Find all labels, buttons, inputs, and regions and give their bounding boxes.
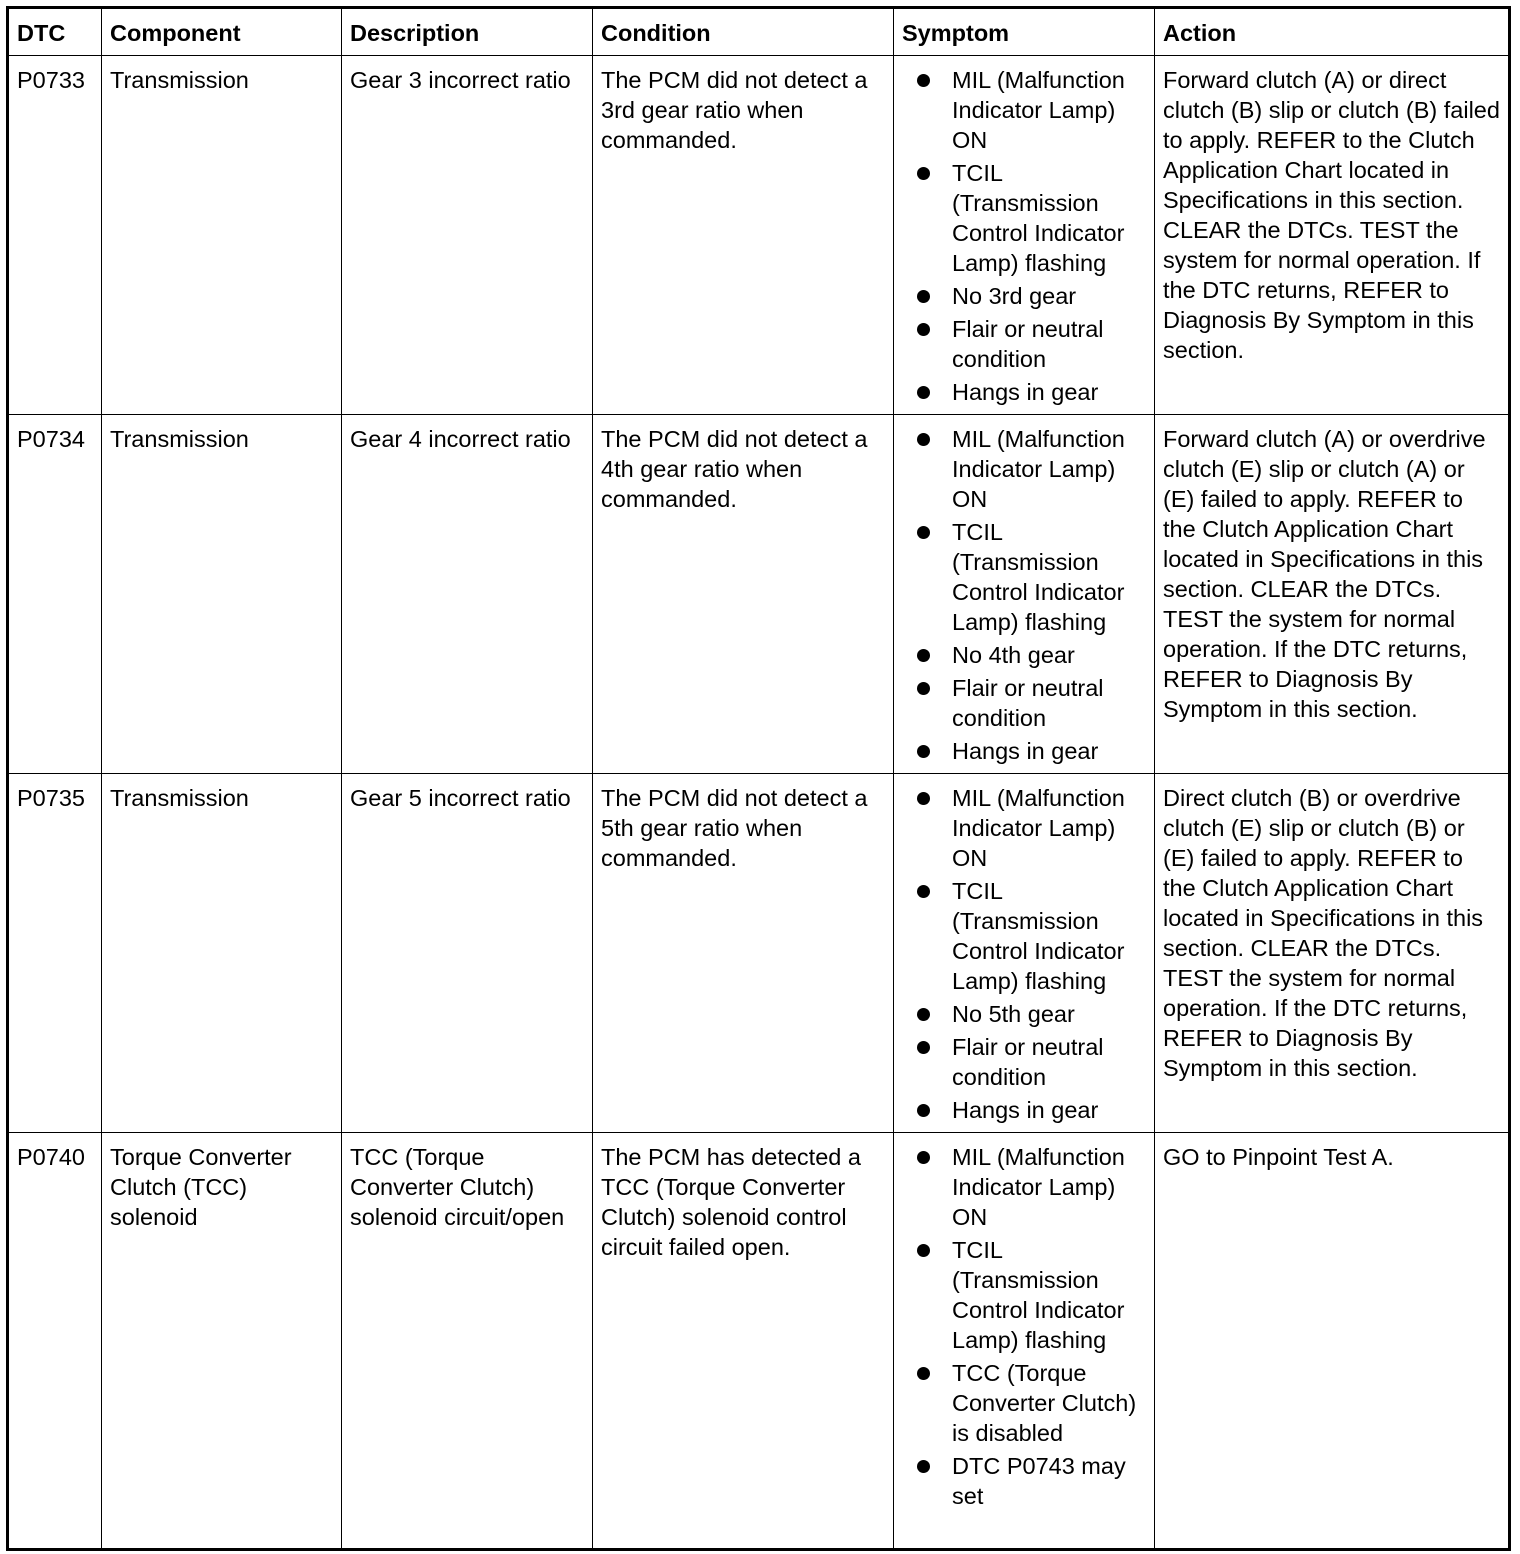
header-condition: Condition — [593, 8, 894, 56]
bullet-icon — [917, 433, 930, 446]
symptom-list — [902, 65, 1146, 407]
bullet-icon — [917, 885, 930, 898]
condition-cell: The PCM did not detect a 5th gear ratio when commanded. — [593, 774, 894, 1133]
symptom-text: Flair or neutral condition — [952, 1034, 1104, 1090]
symptom-item — [952, 517, 1146, 637]
bullet-icon — [917, 1460, 930, 1473]
symptom-item — [952, 673, 1146, 733]
symptom-item — [952, 1142, 1146, 1232]
symptom-text: MIL (Malfunction Indicator Lamp) ON — [952, 67, 1125, 153]
table-row — [8, 774, 1510, 1133]
bullet-icon — [917, 386, 930, 399]
symptom-item — [952, 736, 1146, 766]
symptom-text: No 5th gear — [952, 1001, 1075, 1027]
bullet-icon — [917, 290, 930, 303]
symptom-text: Flair or neutral condition — [952, 316, 1104, 372]
symptom-list — [902, 783, 1146, 1125]
symptom-text: TCIL (Transmission Control Indicator Lamp) flashing — [952, 519, 1125, 635]
condition-cell: The PCM did not detect a 3rd gear ratio when commanded. — [593, 56, 894, 415]
header-description: Description — [342, 8, 593, 56]
description-cell: Gear 4 incorrect ratio — [342, 415, 593, 774]
dtc-code: P0740 — [8, 1133, 102, 1550]
symptom-item — [952, 999, 1146, 1029]
dtc-table — [6, 6, 1511, 1551]
symptom-cell — [894, 56, 1155, 415]
condition-cell: The PCM has detected a TCC (Torque Converter Clutch) solenoid control circuit failed open. — [593, 1133, 894, 1550]
symptom-text: Hangs in gear — [952, 1097, 1099, 1123]
symptom-item — [952, 1095, 1146, 1125]
symptom-list — [902, 1142, 1146, 1511]
component-cell: Transmission — [102, 415, 342, 774]
symptom-item — [952, 281, 1146, 311]
dtc-code: P0735 — [8, 774, 102, 1133]
bullet-icon — [917, 323, 930, 336]
table-row — [8, 56, 1510, 415]
action-cell: Forward clutch (A) or overdrive clutch (E) slip or clutch (A) or (E) failed to apply. REFER to the Clutch Application Chart located in Specifications in this section. CLEAR the DTCs. TEST the system for normal operation. If the DTC returns, REFER to Diagnosis By Symptom in this section. — [1155, 415, 1510, 774]
bullet-icon — [917, 1041, 930, 1054]
symptom-item — [952, 65, 1146, 155]
symptom-cell — [894, 774, 1155, 1133]
component-cell: Transmission — [102, 56, 342, 415]
bullet-icon — [917, 1151, 930, 1164]
symptom-text: Flair or neutral condition — [952, 675, 1104, 731]
bullet-icon — [917, 745, 930, 758]
symptom-cell — [894, 415, 1155, 774]
bullet-icon — [917, 167, 930, 180]
symptom-cell — [894, 1133, 1155, 1550]
symptom-text: Hangs in gear — [952, 738, 1099, 764]
dtc-code: P0733 — [8, 56, 102, 415]
symptom-text: MIL (Malfunction Indicator Lamp) ON — [952, 1144, 1125, 1230]
symptom-text: TCIL (Transmission Control Indicator Lamp) flashing — [952, 878, 1125, 994]
bullet-icon — [917, 649, 930, 662]
bullet-icon — [917, 1244, 930, 1257]
symptom-text: TCIL (Transmission Control Indicator Lamp) flashing — [952, 160, 1125, 276]
symptom-text: No 4th gear — [952, 642, 1075, 668]
bullet-icon — [917, 1104, 930, 1117]
description-cell: Gear 5 incorrect ratio — [342, 774, 593, 1133]
header-symptom: Symptom — [894, 8, 1155, 56]
header-action: Action — [1155, 8, 1510, 56]
bullet-icon — [917, 1367, 930, 1380]
symptom-text: TCC (Torque Converter Clutch) is disabled — [952, 1360, 1137, 1446]
bullet-icon — [917, 792, 930, 805]
condition-cell: The PCM did not detect a 4th gear ratio when commanded. — [593, 415, 894, 774]
symptom-item — [952, 158, 1146, 278]
symptom-item — [952, 424, 1146, 514]
symptom-text: No 3rd gear — [952, 283, 1077, 309]
header-dtc: DTC — [8, 8, 102, 56]
symptom-item — [952, 783, 1146, 873]
symptom-text: DTC P0743 may set — [952, 1453, 1126, 1509]
symptom-item — [952, 1032, 1146, 1092]
description-cell: TCC (Torque Converter Clutch) solenoid circuit/open — [342, 1133, 593, 1550]
table-row — [8, 1133, 1510, 1550]
symptom-item — [952, 876, 1146, 996]
symptom-text: TCIL (Transmission Control Indicator Lamp) flashing — [952, 1237, 1125, 1353]
symptom-item — [952, 1235, 1146, 1355]
action-cell: GO to Pinpoint Test A. — [1155, 1133, 1510, 1550]
bullet-icon — [917, 526, 930, 539]
symptom-item — [952, 377, 1146, 407]
symptom-item — [952, 314, 1146, 374]
action-cell: Direct clutch (B) or overdrive clutch (E) slip or clutch (B) or (E) failed to apply. REFER to the Clutch Application Chart located in Specifications in this section. CLEAR the DTCs. TEST the system for normal operation. If the DTC returns, REFER to Diagnosis By Symptom in this section. — [1155, 774, 1510, 1133]
bullet-icon — [917, 1008, 930, 1021]
description-cell: Gear 3 incorrect ratio — [342, 56, 593, 415]
dtc-code: P0734 — [8, 415, 102, 774]
component-cell: Transmission — [102, 774, 342, 1133]
symptom-item — [952, 1451, 1146, 1511]
symptom-item — [952, 1358, 1146, 1448]
header-row — [8, 8, 1510, 56]
action-cell: Forward clutch (A) or direct clutch (B) slip or clutch (B) failed to apply. REFER to the Clutch Application Chart located in Specifications in this section. CLEAR the DTCs. TEST the system for normal operation. If the DTC returns, REFER to Diagnosis By Symptom in this section. — [1155, 56, 1510, 415]
symptom-text: MIL (Malfunction Indicator Lamp) ON — [952, 785, 1125, 871]
symptom-text: Hangs in gear — [952, 379, 1099, 405]
header-component: Component — [102, 8, 342, 56]
table-row — [8, 415, 1510, 774]
symptom-text: MIL (Malfunction Indicator Lamp) ON — [952, 426, 1125, 512]
symptom-list — [902, 424, 1146, 766]
symptom-item — [952, 640, 1146, 670]
bullet-icon — [917, 74, 930, 87]
bullet-icon — [917, 682, 930, 695]
component-cell: Torque Converter Clutch (TCC) solenoid — [102, 1133, 342, 1550]
